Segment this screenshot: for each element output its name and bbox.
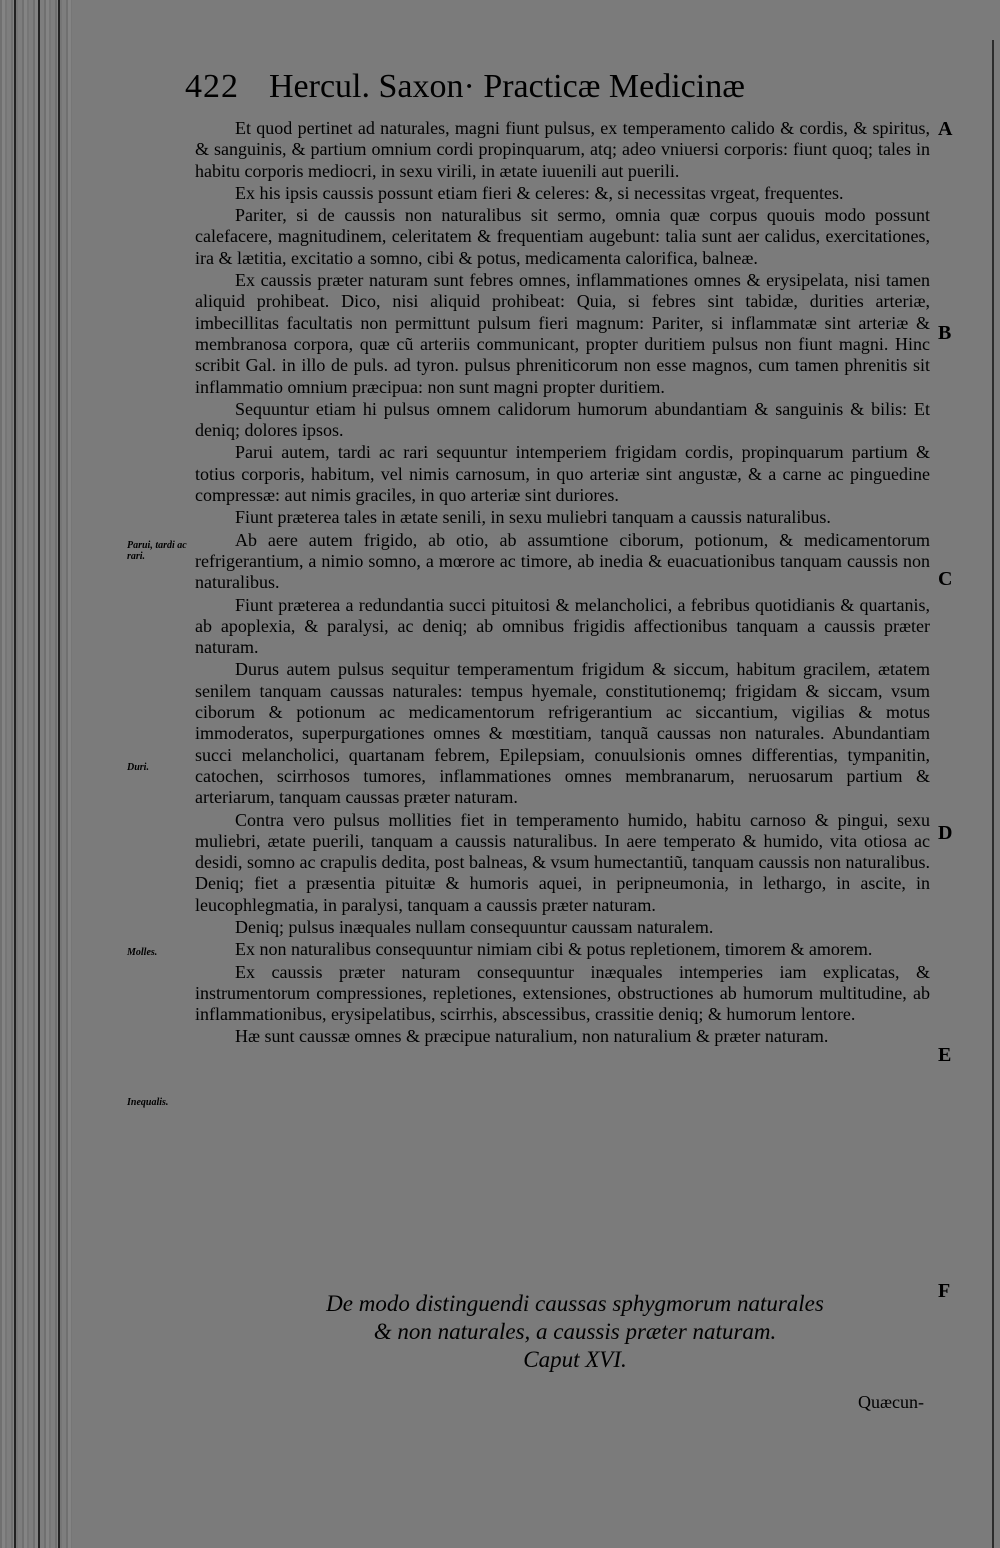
gutter-line — [38, 0, 40, 1548]
running-title: Hercul. Saxon· Practicæ Medicinæ — [269, 68, 745, 105]
catchword: Quæcun- — [858, 1392, 924, 1412]
marginal-note: Inequalis. — [127, 1097, 169, 1108]
paragraph: Fiunt præterea a redundantia succi pituitosi & melancholici, a febribus quotidianis & quartanis, ab apoplexia, & paralysi, ac deniq; ab omnibus frigidis affectionibus tanquam a caussis præter naturam. — [195, 594, 930, 658]
binding-gutter — [0, 0, 72, 1548]
paragraph: Contra vero pulsus mollities fiet in temperamento humido, habitu carnoso & pingui, sexu muliebri, ætate puerili, tanquam a caussis naturalibus. In aere temperato & humido, vita otiosa ac desidi, somno ac crapulis dedita, post balneas, & vsum humectantiũ, tanquam caussis non naturalibus. Deniq; fiet a præsentia pituitæ & humoris aquei, in peripneumonia, in lethargo, in ascite, in leucophlegmatia, in paralysi, tanquam a caussis præter naturam. — [195, 809, 930, 915]
paragraph: Sequuntur etiam hi pulsus omnem calidorum humorum abundantiam & sanguinis & bilis: Et deniq; dolores ipsos. — [195, 398, 930, 441]
page-edge-rule — [992, 40, 994, 1548]
paragraph: Pariter, si de caussis non naturalibus sit sermo, omnia quæ corpus quouis modo possunt calefacere, magnitudinem, celeritatem & frequentiam augebunt: talia sunt aer calidus, exercitationes, ira & lætitia, excitatio a somno, cibi & potus, medicamenta calorifica, balneæ. — [195, 205, 930, 268]
margin-letter: A — [938, 118, 953, 140]
main-text — [195, 118, 930, 1049]
marginal-note: Molles. — [127, 947, 158, 958]
paragraph: Ex caussis præter naturam consequuntur inæquales intemperies iam explicatas, & instrumentorum compressiones, repletiones, extensiones, obstructiones ab humorum multitudine, ab inflammationibus, erysipelatibus, scirrhis, abscessibus, crassitie deniq; & humorum lentore. — [195, 961, 930, 1025]
margin-letter: D — [938, 822, 953, 844]
paragraph: Ex caussis præter naturam sunt febres omnes, inflammationes omnes & erysipelata, nisi tamen aliquid prohibeat. Dico, nisi aliquid prohibeat: Quia, si febres sint tabidæ, durities arteriæ, imbecillitas facultatis non permittunt pulsum fieri magnum: Pariter, si inflammatæ sint arteriæ & membranosa corpora, quæ cũ arteriis communicant, propter duritiem pulsus non fiunt magni. Hinc scribit Gal. in illo de puls. ad tyron. pulsus phreniticorum non esse magnos, cum tamen phrenitis sit inflammatio omnium præcipua: non sunt magni propter duritiem. — [195, 270, 930, 397]
paragraph: Parui autem, tardi ac rari sequuntur intemperiem frigidam cordis, propinquarum partium & totius corporis, habitum, vel nimis carnosum, in quo arteriæ sint angustæ, & a carne ac pinguedine compressæ: aut nimis graciles, in quo arteriæ sint duriores. — [195, 442, 930, 506]
margin-letter: B — [938, 322, 952, 344]
page-number: 422 — [185, 68, 239, 105]
running-header — [185, 68, 745, 106]
chapter-title-line: De modo distinguendi caussas sphygmorum naturales — [326, 1291, 824, 1316]
paragraph: Ex non naturalibus consequuntur nimiam cibi & potus repletionem, timorem & amorem. — [235, 939, 873, 960]
marginal-note: Parui, tardi ac rari. — [127, 540, 187, 562]
paragraph: Ex his ipsis caussis possunt etiam fieri & celeres: &, si necessitas vrgeat, frequentes. — [235, 182, 844, 203]
margin-letter: C — [938, 568, 953, 590]
paragraph: Durus autem pulsus sequitur temperamentum frigidum & siccum, habitum gracilem, ætatem senilem tanquam caussas naturales: tempus hyemale, constitutionemq; frigidam & siccam, vsum ciborum & potionum ac medicamentorum refrigerantium ac siccantium, vigilias & motus immoderatos, superpurgationes omnes & mœstitiam, tanquã caussas non naturales. Abundantiam succi melancholici, quartanam febrem, Epilepsiam, conuulsionis omnes differentias, tympanitin, catochen, scirrhosos tumores, inflammationes omnes membranarum, neruosarum partium & arteriarum, tanquam caussas præter naturam. — [195, 659, 930, 808]
chapter-title-line: & non naturales, a caussis præter naturam. — [373, 1319, 777, 1344]
marginal-note: Duri. — [127, 762, 149, 773]
paragraph: Hæ sunt caussæ omnes & præcipue naturalium, non naturalium & præter naturam. — [235, 1026, 829, 1047]
gutter-line — [14, 0, 16, 1548]
gutter-line — [58, 0, 60, 1548]
paragraph: Deniq; pulsus inæquales nullam consequuntur caussam naturalem. — [235, 916, 714, 937]
paragraph: Et quod pertinet ad naturales, magni fiunt pulsus, ex temperamento calido & cordis, & spiritus, & sanguinis, & partium omnium cordi propinquarum, atq; adeo vniuersi corporis: fiunt quoq; tales in habitu corporis mediocri, in sexu virili, in ætate iuuenili aut puerili. — [195, 118, 930, 181]
chapter-number: Caput XVI. — [523, 1347, 627, 1372]
paragraph: Fiunt præterea tales in ætate senili, in sexu muliebri tanquam a caussis naturalibus. — [235, 507, 831, 528]
chapter-heading — [195, 1290, 955, 1374]
margin-letter: E — [938, 1044, 952, 1066]
margin-letter: F — [938, 1280, 951, 1302]
paragraph: Ab aere autem frigido, ab otio, ab assumtione ciborum, potionum, & medicamentorum refrigerantium, a nimio somno, a mœrore ac timore, ab inedia & euacuationibus tanquam caussis non naturalibus. — [195, 529, 930, 593]
